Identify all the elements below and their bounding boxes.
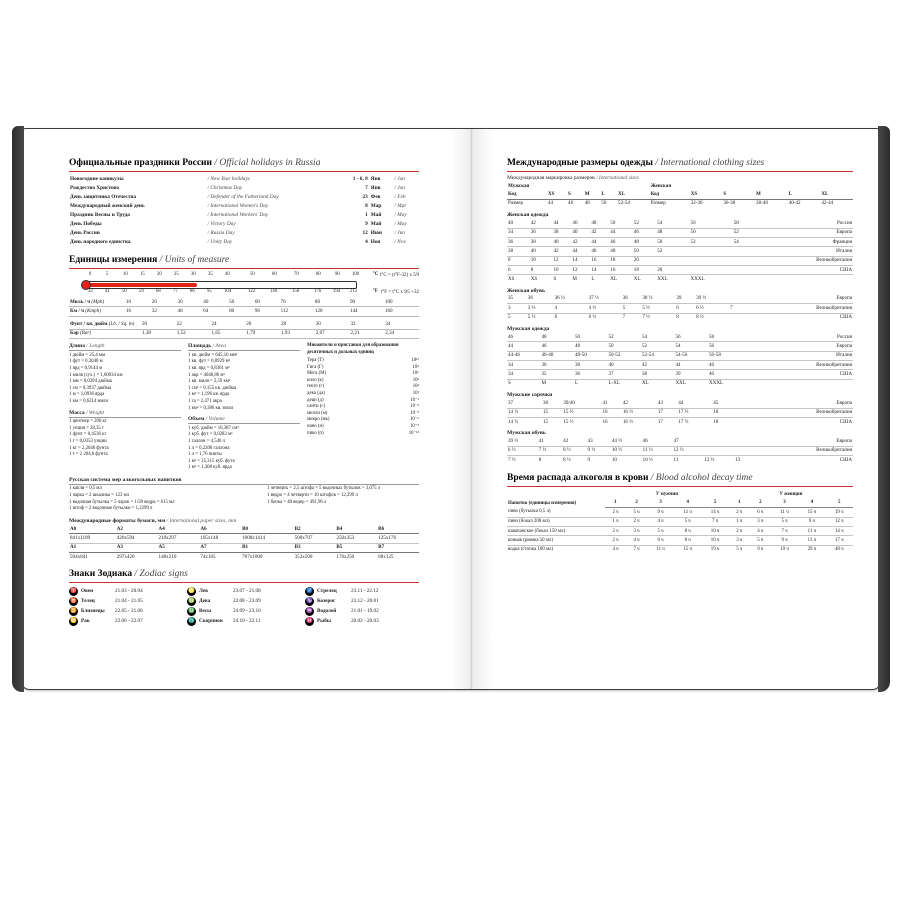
table-row: 34 36 38 40 42 44 46 Великобритания bbox=[507, 361, 853, 370]
table-row: коньяк (рюмка 50 мл) 2 ч 4 ч 6 ч 8 ч 10 ч 3 ч 5 ч 9 ч 13 ч 17 ч bbox=[507, 536, 853, 545]
celsius-label: °C bbox=[373, 271, 379, 277]
virgo-icon: ♍ bbox=[188, 597, 195, 604]
table-row: Бар (Bar) 1,38 1,52 1,65 1,79 1,93 2,07 2,21 2,34 bbox=[69, 329, 419, 339]
table-row: 3 3 ½ 4 4 ½ 5 5 ½ 6 6 ½ 7 Великобритания bbox=[507, 304, 853, 313]
paper-sizes-title: Международные форматы бумаги, мм / International paper sizes, mm bbox=[69, 517, 237, 524]
notebook bbox=[20, 128, 882, 690]
mass-title: Масса / Weight bbox=[69, 410, 181, 418]
zodiac-title bbox=[69, 568, 419, 580]
prefixes-title: Множители и приставки для образования десятичных и дольных единиц bbox=[307, 343, 399, 355]
alcohol-women-label: У женщин bbox=[779, 492, 803, 498]
table-row: 8 10 12 14 16 18 20 Великобритания bbox=[507, 256, 853, 265]
table-row: пиво (бутылка 0,5 л) 2 ч 5 ч 9 ч 11 ч 14 ч 2 ч 6 ч 11 ч 15 ч 19 ч bbox=[507, 508, 853, 517]
alcohol-measures-body bbox=[69, 486, 419, 512]
gemini-icon: ♊ bbox=[70, 607, 77, 614]
table-row bbox=[507, 182, 853, 190]
women-clothes-table bbox=[507, 219, 853, 284]
units-rule bbox=[69, 268, 419, 269]
units-title-ru: Единицы измерения bbox=[69, 254, 158, 265]
taurus-icon: ♉ bbox=[70, 597, 77, 604]
table-row: 34 36 38 40 42 44 46 48 50 52 Европа bbox=[507, 228, 853, 237]
area-volume-column: Площадь / Area 1 кв. дюйм = 645,16 мм² 1 кв. фут = 0,0929 м² 1 кв. ярд = 0,8361 м² 1 акр = 4046,86 м² 1 кв. миля = 2,59 км² 1 см² = 0,155 кв. дюйма 1 м² = 1,196 кв. ярда 1 га = 2,471 акра 1 км² = 0,386 кв. мили Объем / Volume 1 куб. дюйм = 16,387 см³ 1 куб. фут = 0,0283 м³ 1 галлон = 4,546 л 1 л = 0,2200 галлона 1 л = 1,76 пинты 1 м³ = 35,315 куб. фута 1 м³ = 1,308 куб. ярда bbox=[188, 343, 300, 472]
table-row: 35 36 36 ½ 37 ½ 38 38 ½ 39 39 ½ Европа bbox=[507, 295, 853, 304]
table-row: пиво (бокал 200 мл) 1 ч 2 ч 4 ч 5 ч 7 ч 1 ч 3 ч 5 ч 9 ч 12 ч bbox=[507, 517, 853, 526]
table-row: День Победы / Victory Day 9 Май / May bbox=[70, 221, 407, 228]
men-shirts-title: Мужские сорочки bbox=[507, 392, 553, 399]
men-shirts-table bbox=[507, 399, 853, 426]
list-item: ♊ Близнецы 22.05 - 21.06 bbox=[70, 607, 143, 615]
alcohol-men-label: У мужчин bbox=[655, 492, 679, 498]
list-item: ♏ Скорпион 24.10 - 22.11 bbox=[188, 617, 261, 625]
table-row: XS XS S M L XL XL XXL XXXL bbox=[508, 276, 705, 283]
table-row: A0 A2 A4 A6 B0 B2 B4 B6 bbox=[69, 525, 419, 534]
thermometer: 0 5 10 15 20 25 30 35 40 50 60 70 80 90 100 °C 32 41 50 59 68 77 86 95 104 122 140 158 176 194 212 °F t°C = (t°F-32) x 5⁄9 t°F = t°C x 9⁄5 +32 bbox=[69, 272, 419, 298]
table-row: 6 ½ 7 ½ 8 ½ 9 ½ 10 ½ 11 ½ 12 ½ Великобритания bbox=[507, 446, 853, 455]
table-row: водка (стопка 100 мл) 4 ч 7 ч 11 ч 15 ч 19 ч 5 ч 9 ч 19 ч 29 ч 48 ч bbox=[508, 547, 844, 553]
capricorn-icon: ♑ bbox=[306, 597, 313, 604]
table-row: Новогодние каникулы / New Year holidays 1 - 6, 8 Янв / Jan bbox=[70, 176, 405, 183]
table-row: Размер 44 46 48 50 52-54 Размер 32-36 36-38 38-40 40-42 42-44 bbox=[508, 200, 834, 207]
area-title: Площадь / Area bbox=[188, 343, 300, 351]
alcohol-col-head: Напиток (единицы измерения) bbox=[508, 500, 577, 506]
aquarius-icon: ♒ bbox=[306, 607, 313, 614]
scorpio-icon: ♏ bbox=[188, 617, 195, 624]
table-row: День народного единства / Unity Day 4 Ноя / Nov bbox=[70, 239, 406, 246]
speed-pressure-table bbox=[69, 298, 419, 317]
list-item: ♑ Козерог 23.12 - 20.01 bbox=[306, 597, 379, 605]
holidays-title-ru: Официальные праздники России bbox=[69, 158, 212, 168]
table-row: 841x1189 420x594 210x297 105x148 1000x1414 500x707 250x353 125x176 bbox=[69, 534, 419, 543]
table-row: 44 46 48 50 52 54 56 Европа bbox=[507, 342, 853, 351]
women-shoes-table bbox=[507, 295, 853, 322]
list-item: ♎ Весы 24.09 - 23.10 bbox=[188, 607, 261, 615]
men-clothes-table bbox=[507, 333, 853, 388]
list-item: ♐ Стрелец 23.11 - 22.12 bbox=[306, 587, 379, 595]
table-row: Рождество Христово / Christmas Day 7 Янв / Jan bbox=[70, 185, 405, 192]
table-row: S M L L-XL XL XXL XXXL bbox=[508, 380, 724, 387]
table-row: 37 38 39/40 41 42 43 44 45 Европа bbox=[507, 399, 853, 408]
alcohol-table bbox=[507, 490, 853, 554]
table-row: A1 A3 A5 A7 B1 B3 B5 B7 bbox=[69, 543, 419, 552]
table-row: 34 35 36 37 38 39 40 США bbox=[507, 370, 853, 379]
table-row: шампанское (бокал 150 мл) 2 ч 3 ч 5 ч 8 ч 10 ч 2 ч 4 ч 7 ч 11 ч 14 ч bbox=[507, 526, 853, 535]
table-row: 46 48 50 52 54 56 58 Россия bbox=[507, 333, 853, 342]
list-item: ♌ Лев 23.07 - 21.08 bbox=[188, 587, 261, 595]
table-row: Праздник Весны и Труда / International Workers' Day 1 Май / May bbox=[70, 212, 407, 219]
table-row: Код XS S M L XL Код XS S M L XL bbox=[507, 190, 853, 199]
zodiac-column-2 bbox=[187, 586, 301, 626]
zodiac-list bbox=[69, 586, 419, 626]
table-row: 1 2 3 4 5 1 2 3 4 5 bbox=[507, 499, 853, 508]
alcohol-measures-col2: 1 четверть = 2,5 штофа = 5 водочных бутылок = 3,075 л 1 ведро = 4 четверти = 10 штофов = 12,299 л 1 бочка = 40 ведер = 491,96 л bbox=[267, 486, 381, 505]
alcohol-title bbox=[507, 472, 853, 484]
fahrenheit-label: °F bbox=[373, 288, 378, 294]
table-row: 39 ½ 41 42 43 44 ½ 46 47 Европа bbox=[507, 437, 853, 446]
zodiac-rule bbox=[69, 582, 419, 583]
list-item: ♓ Рыбы 20.02 - 20.03 bbox=[306, 617, 379, 625]
volume-title: Объем / Volume bbox=[188, 416, 300, 424]
women-shoes-title: Женская обувь bbox=[507, 287, 545, 294]
clothing-title-ru: Международные размеры одежды bbox=[507, 158, 653, 168]
table-row: 14 ½ 15 15 ½ 16 16 ½ 17 17 ½ 18 США bbox=[508, 418, 852, 425]
leo-icon: ♌ bbox=[188, 587, 195, 594]
table-row: Фунт / кв. дюйм (Lb. / Sq. in) 20 22 24 26 28 30 32 34 bbox=[69, 320, 419, 329]
table-row: 6 8 10 12 14 16 18 20 США bbox=[507, 266, 853, 275]
list-item: ♍ Дева 22.08 - 23.09 bbox=[188, 597, 261, 605]
alcohol-title-ru: Время распада алкоголя в крови bbox=[507, 473, 649, 484]
table-row: Миль / ч (Mph) 10 20 30 40 50 60 70 80 90 100 bbox=[69, 298, 419, 307]
holidays-title-lat: / Official holidays in Russia bbox=[214, 158, 321, 168]
table-row: День России / Russia Day 12 Июн / Jun bbox=[70, 230, 405, 237]
zodiac-title-ru: Знаки Зодиака bbox=[69, 569, 133, 580]
women-clothes-title: Женская одежда bbox=[507, 212, 549, 219]
men-shoes-title: Мужская обувь bbox=[507, 430, 546, 437]
holidays-table bbox=[69, 175, 419, 247]
aries-icon: ♈ bbox=[70, 587, 77, 594]
table-row bbox=[507, 490, 853, 498]
table-row: 44-46 46-48 48-50 50-52 52-54 54-56 56-58 Италия bbox=[507, 351, 853, 360]
clothing-title bbox=[507, 157, 853, 169]
list-item: ♈ Овен 21.03 - 20.04 bbox=[70, 587, 143, 595]
table-row: 40 42 44 46 48 50 52 54 56 58 Россия bbox=[507, 219, 853, 228]
table-row: 7 ½ 8 8 ½ 9 10 10 ½ 11 12 ½ 13 США bbox=[508, 456, 852, 463]
left-page bbox=[21, 129, 470, 689]
list-item: ♋ Рак 22.06 - 22.07 bbox=[70, 617, 143, 625]
holidays-title bbox=[69, 157, 419, 169]
table-row: 36 38 40 42 44 46 48 50 52 54 Франция bbox=[507, 237, 853, 246]
zodiac-title-lat: / Zodiac signs bbox=[134, 569, 188, 580]
pisces-icon: ♓ bbox=[306, 617, 313, 624]
alcohol-rule bbox=[507, 486, 853, 487]
table-row: Км / ч (Kmph) 16 32 48 64 80 96 112 128 144 160 bbox=[69, 307, 419, 317]
fahrenheit-formula: t°F = t°C x 9⁄5 +32 bbox=[380, 289, 419, 295]
length-title: Длина / Length bbox=[69, 343, 181, 351]
prefixes-column: Множители и приставки для образования десятичных и дольных единиц Тера (Т) 10¹² Гига (Г) 10⁹ Мега (М) 10⁶ кило (к) 10³ гекто (г) 10² дека (да) 10¹ деци (д) 10⁻¹ санти (с) 10⁻² милли (м) 10⁻³ микро (мк) 10⁻⁶ нано (н) 10⁻⁹ пико (п) 10⁻¹² bbox=[307, 343, 419, 436]
alcohol-title-lat: / Blood alcohol decay time bbox=[650, 473, 753, 484]
clothing-rule bbox=[507, 171, 853, 172]
table-row: 38 40 42 44 46 48 50 52 Италия bbox=[507, 247, 853, 256]
table-row: День защитника Отечества / Defender of the Fatherland Day 23 Фев / Feb bbox=[70, 194, 406, 201]
thermometer-bar bbox=[87, 281, 357, 289]
men-label: Мужская bbox=[508, 182, 530, 189]
marking-table bbox=[507, 182, 853, 208]
units-title bbox=[69, 254, 419, 266]
sagittarius-icon: ♐ bbox=[306, 587, 313, 594]
list-item: ♉ Телец 21.04 - 21.05 bbox=[70, 597, 143, 605]
thermometer-fill bbox=[89, 283, 197, 287]
men-clothes-title: Мужская одежда bbox=[507, 325, 550, 332]
celsius-formula: t°C = (t°F-32) x 5⁄9 bbox=[379, 272, 419, 278]
alcohol-measures-col1: 1 капля = 0,5 мл 1 чарка = 2 шкалика = 123 мл 1 водочная бутылка = 5 чарок = 1/20 ведра = 615 мл 1 штоф = 2 водочные бутылки = 1,2299 л bbox=[69, 486, 175, 512]
men-shoes-table bbox=[507, 437, 853, 464]
pressure-table bbox=[69, 320, 419, 339]
paper-sizes-table bbox=[69, 525, 419, 562]
clothing-title-lat: / International clothing sizes bbox=[655, 158, 765, 168]
table-row: Международный женский день / International Women's Day 8 Мар / Mar bbox=[70, 203, 407, 210]
women-label: Женская bbox=[650, 182, 672, 189]
zodiac-column-1 bbox=[69, 586, 183, 626]
table-row: 5 5 ½ 6 6 ½ 7 7 ½ 8 8 ½ США bbox=[508, 314, 852, 321]
right-page bbox=[473, 129, 881, 689]
marking-subtitle: Международная маркировка размеров / International sizes bbox=[507, 175, 639, 181]
holidays-rule bbox=[69, 171, 419, 172]
cancer-icon: ♋ bbox=[70, 617, 77, 624]
table-row: 14 ½ 15 15 ½ 16 16 ½ 17 17 ½ 18 Великобритания bbox=[507, 408, 853, 417]
alcohol-measures-title: Русская система мер алкогольных напитков bbox=[69, 477, 419, 485]
units-title-lat: / Units of measure bbox=[159, 254, 230, 265]
units-three-columns bbox=[69, 343, 419, 472]
table-row: 594x841 297x420 148x210 74x105 707x1000 353x500 176x250 88x125 bbox=[70, 553, 394, 560]
length-mass-column: Длина / Length 1 дюйм = 25,4 мм 1 фут = 0,3048 м 1 ярд = 0,9144 м 1 миля (суx.) = 1,60934 км 1 мм = 0,0394 дюйма 1 см = 0,3937 дюйма 1 м = 1,0936 ярда 1 км = 0,6214 мили Масса / Weight 1 центнер = 200 кг 1 унция = 28,35 г 1 фунт = 0,4536 кг 1 г = 0,0353 унции 1 кг = 2,2046 фунта 1 т = 2 204,6 фунта bbox=[69, 343, 181, 472]
zodiac-column-3 bbox=[305, 586, 419, 626]
list-item: ♒ Водолей 21.01 - 19.02 bbox=[306, 607, 379, 615]
libra-icon: ♎ bbox=[188, 607, 195, 614]
